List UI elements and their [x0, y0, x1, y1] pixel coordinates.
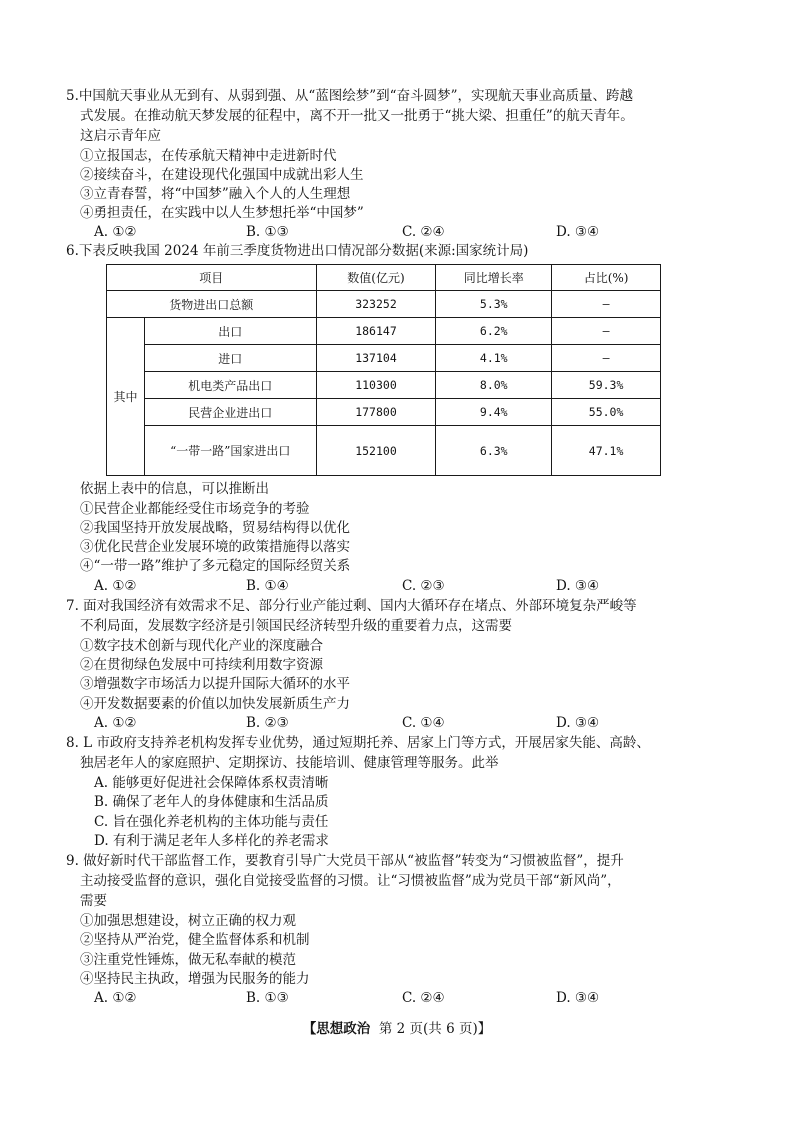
q6-prompt: 依据上表中的信息，可以推断出: [80, 481, 269, 497]
q8-option-d: D. 有利于满足老年人多样化的养老需求: [94, 833, 329, 849]
q5-item-4: ④勇担责任，在实践中以人生梦想托举“中国梦”: [80, 205, 364, 221]
table-header-item: 项目: [107, 265, 317, 291]
q9-item-3: ③注重党性锤炼，做无私奉献的模范: [80, 952, 296, 968]
table-cell-share: 59.3%: [552, 372, 661, 399]
q5-stem-line-1: 5.中国航天事业从无到有、从弱到强、从“蓝图绘梦”到“奋斗圆梦”，实现航天事业高质量、跨越: [66, 88, 633, 104]
q7-option-a: A. ①②: [94, 715, 137, 731]
q6-option-b: B. ①④: [246, 578, 289, 594]
q9-option-c: C. ②④: [402, 990, 445, 1006]
table-row: [107, 318, 661, 345]
table-cell-value: 137104: [316, 345, 436, 372]
table-cell-item: 出口: [144, 318, 316, 345]
q9-item-4: ④坚持民主执政，增强为民服务的能力: [80, 971, 310, 987]
table-header-growth: 同比增长率: [436, 265, 552, 291]
table-cell-growth: 5.3%: [436, 291, 552, 318]
q9-stem-line-2: 主动接受监督的意识，强化自觉接受监督的习惯。让“习惯被监督”成为党员干部“新风尚”，: [80, 873, 621, 889]
q5-stem-line-3: 这启示青年应: [80, 128, 161, 144]
q7-stem-line-1: 7. 面对我国经济有效需求不足、部分行业产能过剩、国内大循环存在堵点、外部环境复杂严峻等: [66, 598, 637, 614]
table-cell-item: 民营企业进出口: [144, 399, 316, 426]
q7-stem-line-2: 不利局面，发展数字经济是引领国民经济转型升级的重要着力点，这需要: [80, 618, 512, 634]
q6-stem: 6.下表反映我国 2024 年前三季度货物进出口情况部分数据(来源:国家统计局): [66, 243, 529, 259]
q7-option-b: B. ②③: [246, 715, 289, 731]
q7-item-4: ④开发数据要素的价值以加快发展新质生产力: [80, 696, 350, 712]
page-footer: [0, 1017, 794, 1037]
table-header-share: 占比(%): [552, 265, 661, 291]
q5-option-a: A. ①②: [94, 224, 137, 240]
table-row: [107, 291, 661, 318]
footer-page-number: 第 2 页(共 6 页)】: [378, 1021, 492, 1037]
table-row: [107, 426, 661, 476]
table-cell-value: 110300: [316, 372, 436, 399]
footer-subject: 【思想政治: [302, 1021, 371, 1037]
table-row: [107, 399, 661, 426]
q9-item-1: ①加强思想建设，树立正确的权力观: [80, 913, 296, 929]
table-cell-value: 152100: [316, 426, 436, 476]
q6-option-d: D. ③④: [556, 578, 600, 594]
table-cell-share: —: [552, 345, 661, 372]
q7-option-d: D. ③④: [556, 715, 600, 731]
table-cell-growth: 9.4%: [436, 399, 552, 426]
q7-option-c: C. ①④: [402, 715, 445, 731]
table-cell-item: 货物进出口总额: [107, 291, 317, 318]
q6-item-2: ②我国坚持开放发展战略，贸易结构得以优化: [80, 520, 350, 536]
table-row: [107, 372, 661, 399]
q7-item-2: ②在贯彻绿色发展中可持续利用数字资源: [80, 657, 323, 673]
q9-option-b: B. ①③: [246, 990, 289, 1006]
trade-data-table: [106, 264, 661, 476]
table-cell-share: 47.1%: [552, 426, 661, 476]
q8-option-a: A. 能够更好促进社会保障体系权责清晰: [94, 775, 329, 791]
table-cell-item: 机电类产品出口: [144, 372, 316, 399]
q9-stem-line-1: 9. 做好新时代干部监督工作，要教育引导广大党员干部从“被监督”转变为“习惯被监督”，提升: [66, 853, 624, 869]
q9-option-d: D. ③④: [556, 990, 600, 1006]
q5-item-1: ①立报国志，在传承航天精神中走进新时代: [80, 148, 337, 164]
table-group-label: 其中: [107, 318, 145, 476]
q5-item-3: ③立青春誓，将“中国梦”融入个人的人生理想: [80, 186, 351, 202]
q6-option-a: A. ①②: [94, 578, 137, 594]
q5-stem-line-2: 式发展。在推动航天梦发展的征程中，离不开一批又一批勇于“挑大梁、担重任”的航天青年。: [80, 108, 634, 124]
table-header-row: [107, 265, 661, 291]
table-header-value: 数值(亿元): [316, 265, 436, 291]
q5-option-c: C. ②④: [402, 224, 445, 240]
q9-item-2: ②坚持从严治党，健全监督体系和机制: [80, 932, 310, 948]
table-cell-growth: 6.2%: [436, 318, 552, 345]
q9-option-a: A. ①②: [94, 990, 137, 1006]
table-cell-value: 323252: [316, 291, 436, 318]
q5-option-d: D. ③④: [556, 224, 600, 240]
q7-item-1: ①数字技术创新与现代化产业的深度融合: [80, 638, 323, 654]
table-cell-growth: 6.3%: [436, 426, 552, 476]
q5-option-b: B. ①③: [246, 224, 289, 240]
table-cell-value: 177800: [316, 399, 436, 426]
q5-item-2: ②接续奋斗，在建设现代化强国中成就出彩人生: [80, 167, 364, 183]
table-row: [107, 345, 661, 372]
table-cell-value: 186147: [316, 318, 436, 345]
table-cell-share: —: [552, 318, 661, 345]
q8-option-b: B. 确保了老年人的身体健康和生活品质: [94, 794, 329, 810]
table-cell-growth: 8.0%: [436, 372, 552, 399]
table-cell-share: —: [552, 291, 661, 318]
q6-item-4: ④“一带一路”维护了多元稳定的国际经贸关系: [80, 558, 351, 574]
table-cell-growth: 4.1%: [436, 345, 552, 372]
q6-item-1: ①民营企业都能经受住市场竞争的考验: [80, 501, 310, 517]
q6-option-c: C. ②③: [402, 578, 445, 594]
table-cell-share: 55.0%: [552, 399, 661, 426]
q7-item-3: ③增强数字市场活力以提升国际大循环的水平: [80, 676, 350, 692]
q6-item-3: ③优化民营企业发展环境的政策措施得以落实: [80, 539, 350, 555]
q8-stem-line-1: 8. L 市政府支持养老机构发挥专业优势，通过短期托养、居家上门等方式，开展居家失能、高龄、: [66, 735, 650, 751]
table-cell-item: “一带一路”国家进出口: [144, 426, 316, 476]
table-cell-item: 进口: [144, 345, 316, 372]
q8-option-c: C. 旨在强化养老机构的主体功能与责任: [94, 814, 329, 830]
q8-stem-line-2: 独居老年人的家庭照护、定期探访、技能培训、健康管理等服务。此举: [80, 755, 499, 771]
q9-stem-line-3: 需要: [80, 893, 107, 909]
